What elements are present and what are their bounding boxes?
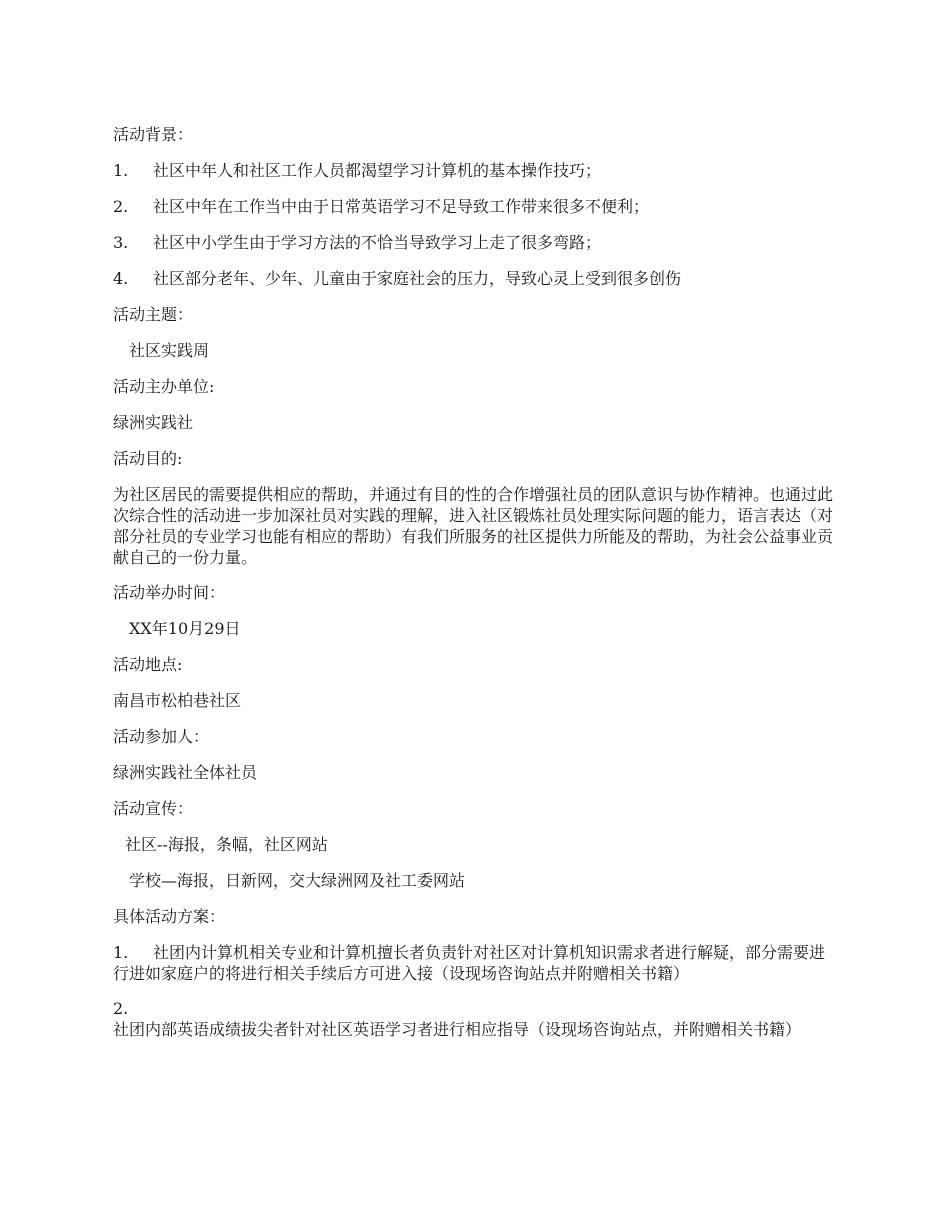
background-item-1 <box>113 160 838 182</box>
item-text: 社区中小学生由于学习方法的不恰当导致学习上走了很多弯路； <box>153 233 602 252</box>
theme-value: 社区实践周 <box>129 341 210 360</box>
participants-value: 绿洲实践社全体社员 <box>113 763 258 782</box>
plan-item-2 <box>113 998 838 1040</box>
background-item-3 <box>113 232 838 254</box>
background-item-2 <box>113 196 838 218</box>
document-page <box>113 124 838 1054</box>
item-text: 社团内计算机相关专业和计算机擅长者负责针对社区对计算机知识需求者进行解疑，部分需要进行进如家庭户的将进行相关手续后方可进入接（设现场咨询站点并附赠相关书籍） <box>113 943 826 983</box>
theme-heading: 活动主题： <box>113 305 194 324</box>
organizer-value: 绿洲实践社 <box>113 413 194 432</box>
plan-item-1 <box>113 942 838 984</box>
background-heading: 活动背景： <box>113 125 194 144</box>
item-number: 1. <box>113 943 129 962</box>
item-text: 社区中年人和社区工作人员都渴望学习计算机的基本操作技巧； <box>153 161 602 180</box>
item-text: 社区部分老年、少年、儿童由于家庭社会的压力，导致心灵上受到很多创伤 <box>153 269 682 288</box>
item-number: 4. <box>113 269 129 288</box>
location-heading: 活动地点: <box>113 655 183 674</box>
publicity-community: 社区--海报，条幅，社区网站 <box>125 835 328 854</box>
purpose-heading: 活动目的: <box>113 449 183 468</box>
publicity-school: 学校—海报，日新网，交大绿洲网及社工委网站 <box>129 871 466 890</box>
time-heading: 活动举办时间： <box>113 583 226 602</box>
background-item-4 <box>113 268 838 290</box>
item-text: 社团内部英语成绩拔尖者针对社区英语学习者进行相应指导（设现场咨询站点，并附赠相关书籍） <box>113 1020 802 1039</box>
item-number: 1. <box>113 161 129 180</box>
location-value: 南昌市松柏巷社区 <box>113 691 242 710</box>
item-number: 2. <box>113 197 129 216</box>
time-value: XX年10月29日 <box>129 619 241 638</box>
plan-heading: 具体活动方案： <box>113 907 226 926</box>
organizer-heading: 活动主办单位: <box>113 377 215 396</box>
item-number: 2. <box>113 999 129 1018</box>
participants-heading: 活动参加人： <box>113 727 210 746</box>
item-number: 3. <box>113 233 129 252</box>
publicity-heading: 活动宣传： <box>113 799 194 818</box>
item-text: 社区中年在工作当中由于日常英语学习不足导致工作带来很多不便利； <box>153 197 650 216</box>
purpose-value: 为社区居民的需要提供相应的帮助，并通过有目的性的合作增强社员的团队意识与协作精神。也通过此次综合性的活动进一步加深社员对实践的理解，进入社区锻炼社员处理实际问题的能力，语言表达（对部分社员的专业学习也能有相应的帮助）有我们所服务的社区提供力所能及的帮助，为社会公益事业贡献自己的一份力量。 <box>113 485 834 567</box>
